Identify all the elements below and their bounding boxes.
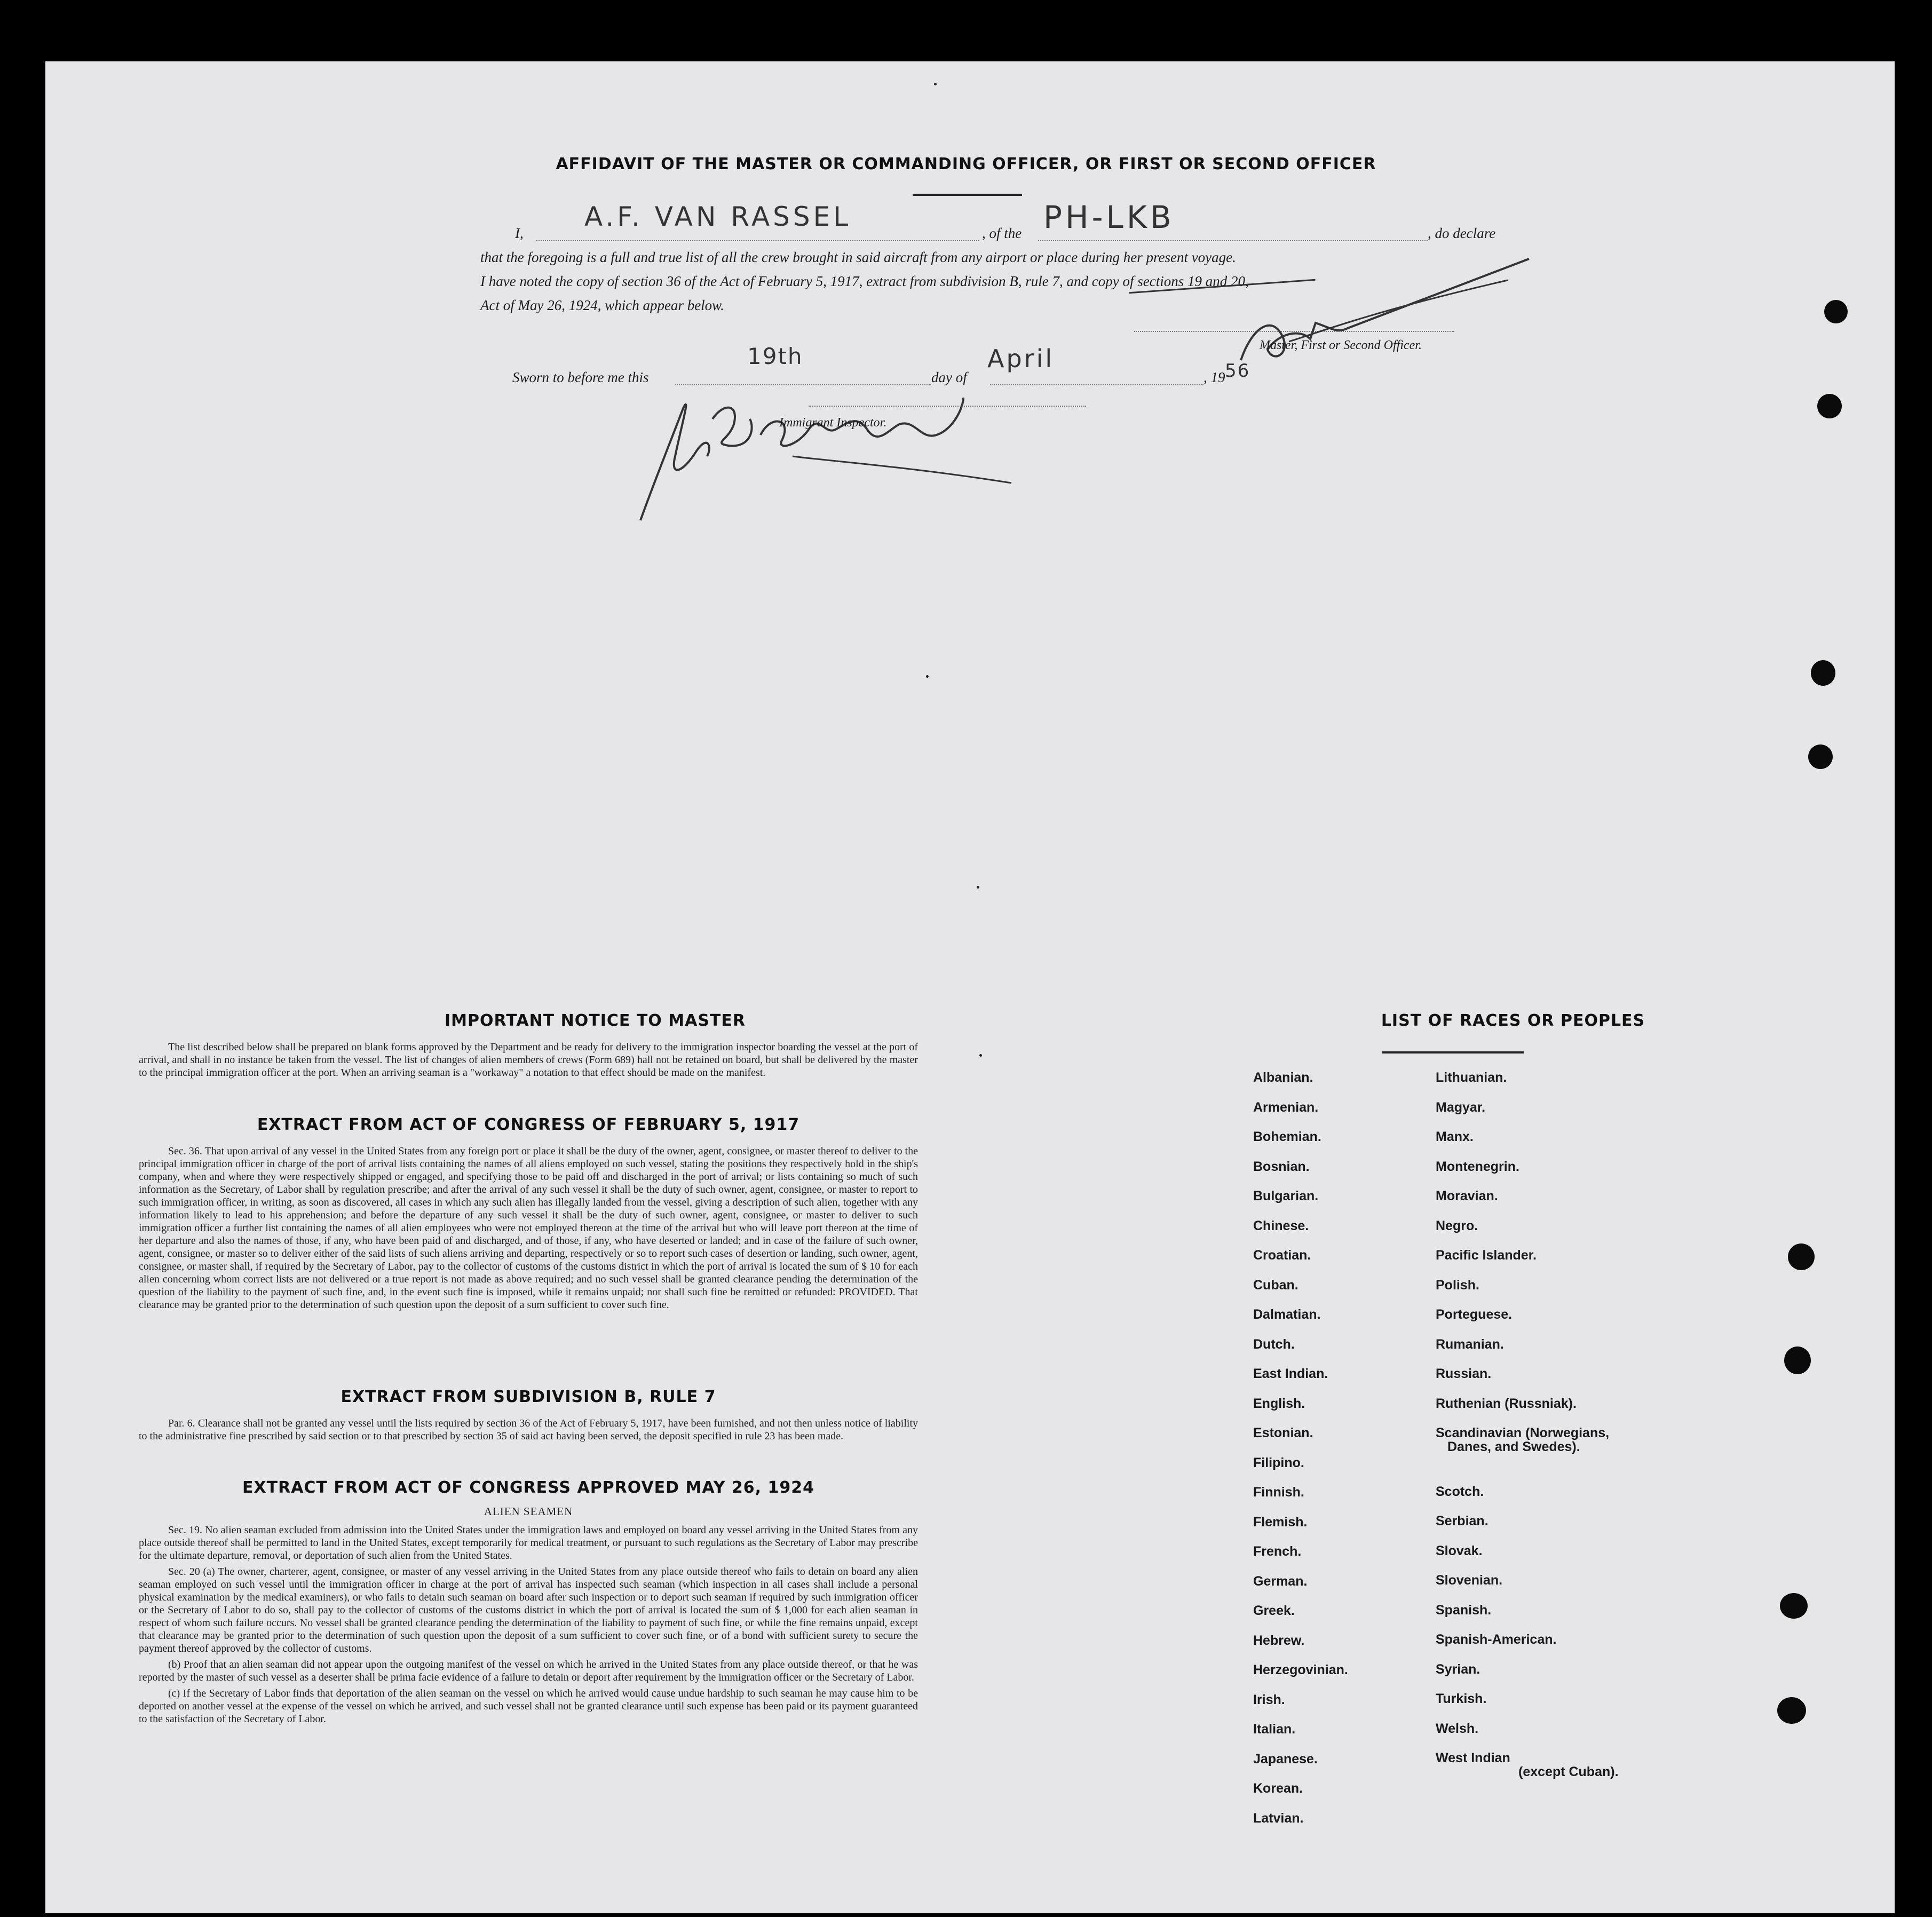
inspector-signature-line	[809, 406, 1086, 407]
race-item: Moravian.	[1436, 1189, 1498, 1203]
speck	[979, 1054, 982, 1057]
race-item: Herzegovinian.	[1253, 1662, 1348, 1677]
race-item: Turkish.	[1436, 1691, 1487, 1706]
punch-hole	[1824, 300, 1848, 323]
punch-hole	[1811, 660, 1835, 686]
race-item: Welsh.	[1436, 1721, 1479, 1736]
paragraph-6: Par. 6. Clearance shall not be granted any vessel until the lists required by section 36 of the Act of February 5, 1917, have been furnished, and not then unless notice of liability to the administrative fine prescribed by said section or to that prescribed by section 35 of said act having been served, the deposit specified in rule 23 has been made.	[139, 1417, 918, 1442]
race-item: Bohemian.	[1253, 1129, 1321, 1144]
races-title: LIST OF RACES OR PEOPLES	[1381, 1011, 1645, 1030]
master-signature	[1209, 248, 1556, 382]
affidavit-line-4: Act of May 26, 1924, which appear below.	[480, 297, 724, 313]
speck	[934, 83, 937, 85]
race-item: Slovak.	[1436, 1543, 1483, 1558]
punch-hole	[1788, 1243, 1815, 1270]
race-item: Syrian.	[1436, 1661, 1480, 1677]
race-item: Spanish.	[1436, 1602, 1492, 1618]
subdivision-b-title: EXTRACT FROM SUBDIVISION B, RULE 7	[341, 1388, 716, 1406]
punch-hole	[1808, 744, 1833, 769]
race-item: French.	[1253, 1544, 1302, 1559]
race-item: English.	[1253, 1396, 1305, 1411]
races-left-column	[1253, 1070, 1429, 1855]
extract-1917-title: EXTRACT FROM ACT OF CONGRESS OF FEBRUARY 5, 1917	[257, 1115, 800, 1134]
race-item: Scotch.	[1436, 1484, 1484, 1499]
sec-19-paragraph: Sec. 19. No alien seaman excluded from admission into the United States under the immigration laws and employed on board any vessel arriving in the United States from any place outside thereof shall be permitted to land in the United States, except temporarily for medical treatment, or pursuant to such regulations as the Secretary of Labor may prescribe for the ultimate departure, removal, or deportation of such alien from the United States.	[139, 1524, 918, 1562]
race-item: Ruthenian (Russniak).	[1436, 1396, 1577, 1411]
year-prefix: , 19	[1203, 369, 1225, 385]
race-item: Chinese.	[1253, 1218, 1309, 1233]
race-item: Japanese.	[1253, 1751, 1318, 1767]
race-item: Finnish.	[1253, 1485, 1304, 1500]
sec-20b-paragraph: (b) Proof that an alien seaman did not appear upon the outgoing manifest of the vessel on which he arrived in the United States from any place outside thereof, or that he was reported by the master of such vessel as a deserter shall be prima facie evidence of a failure to detain or deport after requirement by the immigration officer or the Secretary of Labor.	[139, 1659, 918, 1683]
extract-1917-text	[139, 1145, 918, 1314]
extract-1924-text	[139, 1524, 918, 1729]
affidavit-do-declare: , do declare	[1428, 225, 1496, 241]
race-item: Croatian.	[1253, 1248, 1311, 1263]
affidavit-i-label: I,	[515, 225, 524, 241]
race-item: Filipino.	[1253, 1455, 1304, 1470]
race-item: Scandinavian (Norwegians,	[1436, 1425, 1610, 1440]
inspector-caption: Immigrant Inspector.	[779, 416, 887, 430]
race-item: Bosnian.	[1253, 1159, 1310, 1174]
name-fill-line	[536, 240, 979, 241]
race-item: Negro.	[1436, 1218, 1478, 1233]
speck	[977, 886, 979, 889]
race-item: Polish.	[1436, 1277, 1479, 1293]
race-item: Spanish-American.	[1436, 1632, 1557, 1647]
races-title-rule	[1382, 1051, 1524, 1053]
race-item: Flemish.	[1253, 1514, 1308, 1530]
day-of-label: day of	[931, 369, 967, 385]
affidavit-title-rule	[913, 194, 1022, 196]
speck	[926, 675, 929, 678]
handwritten-year: 56	[1225, 360, 1250, 382]
punch-hole	[1784, 1346, 1811, 1374]
race-item: Latvian.	[1253, 1810, 1304, 1826]
race-item: Dalmatian.	[1253, 1307, 1321, 1322]
race-item: Cuban.	[1253, 1277, 1298, 1293]
race-item: Russian.	[1436, 1366, 1492, 1381]
race-item: Manx.	[1436, 1129, 1474, 1144]
affidavit-line-2: that the foregoing is a full and true list of all the crew brought in said aircraft from any airport or place during her present voyage.	[480, 249, 1236, 265]
race-item: Albanian.	[1253, 1070, 1313, 1085]
race-item: Greek.	[1253, 1603, 1295, 1618]
document-page	[45, 61, 1895, 1913]
handwritten-aircraft: PH-LKB	[1043, 199, 1175, 235]
handwritten-day: 19th	[747, 343, 803, 369]
affidavit-title: AFFIDAVIT OF THE MASTER OR COMMANDING OFFICER, OR FIRST OR SECOND OFFICER	[556, 155, 1376, 173]
race-item: East Indian.	[1253, 1366, 1328, 1381]
notice-paragraph: The list described below shall be prepared on blank forms approved by the Department and be ready for delivery to the immigration inspector boarding the vessel at the port of arrival, and shall in no instance be taken from the vessel. The list of changes of alien members of crews (Form 689) hall not be retained on board, but shall be delivered by the master to the principal immigration officer at the port. When an arriving seaman is a "workaway" a notation to that effect should be made on the manifest.	[139, 1041, 918, 1079]
extract-1924-title: EXTRACT FROM ACT OF CONGRESS APPROVED MAY 26, 1924	[242, 1478, 814, 1497]
punch-hole	[1780, 1593, 1808, 1619]
race-item: Lithuanian.	[1436, 1070, 1507, 1085]
aircraft-fill-line	[1038, 240, 1428, 241]
race-item: Magyar.	[1436, 1099, 1486, 1115]
punch-hole	[1817, 394, 1842, 418]
inspector-signature	[568, 350, 1049, 531]
notice-title: IMPORTANT NOTICE TO MASTER	[445, 1011, 746, 1030]
race-item: Rumanian.	[1436, 1336, 1504, 1352]
notice-text	[139, 1041, 918, 1082]
race-item: Bulgarian.	[1253, 1189, 1319, 1203]
handwritten-name: A.F. VAN RASSEL	[584, 201, 852, 232]
sec-20a-paragraph: Sec. 20 (a) The owner, charterer, agent, consignee, or master of any vessel arriving in the United States from any place outside thereof who fails to detain on board any alien seaman employed on such vessel until the immigration officer in charge at the port of arrival has inspected such seaman (which inspection in all cases shall include a personal physical examination by the medical examiners), or who fails to detain such seaman on board after such inspection or to deport such seaman if required by such immigration officer or the Secretary of Labor to do so, shall pay to the collector of customs of the customs district in which the port of arrival is located the sum of $ 1,000 for each alien seaman in respect of whom such failure occurs. No vessel shall be granted clearance pending the determination of the liability to payment of such fine, or while the fine remains unpaid, except that clearance may be granted prior to the determination of such question upon the deposit of a sum sufficient to cover such fine, or of a bond with sufficient surety to secure the payment thereof approved by the collector of customs.	[139, 1566, 918, 1654]
master-caption: Master, First or Second Officer.	[1260, 338, 1422, 352]
affidavit-of-the-label: , of the	[982, 225, 1022, 241]
race-item: (except Cuban).	[1518, 1764, 1619, 1779]
race-item: Montenegrin.	[1436, 1159, 1519, 1174]
race-item: Pacific Islander.	[1436, 1248, 1537, 1263]
race-item: Hebrew.	[1253, 1633, 1305, 1648]
race-item: Danes, and Swedes).	[1447, 1439, 1580, 1454]
section-36-paragraph: Sec. 36. That upon arrival of any vessel in the United States from any foreign port or place it shall be the duty of the owner, agent, consignee, or master thereof to deliver to the principal immigration officer in charge of the port of arrival lists containing the names of all aliens employed on such vessel, stating the positions they respectively hold in the ship's company, when and where they were respectively shipped or engaged, and specifying those to be paid off and discharged in the port of arrival; or lists containing so much of such information as the Secretary, of Labor shall by regulation prescribe; and after the arrival of any such vessel it shall be the duty of such owner, agent, consignee, or master to report to such immigration officer, in writing, as soon as discovered, all cases in which any such alien has illegally landed from the vessel, giving a description of such alien, together with any information likely to lead to his apprehension; and before the departure of any such vessel it shall be the duty of such owner, agent, consignee, or master to deliver to such immigration officer a further list containing the names of all alien employees who were not employed thereon at the time of the arrival but who will leave port thereon at the time of her departure and also the names of those, if any, who have been paid of and discharged, and of those, if any, who have deserted or landed; and in case of the failure of such owner, agent, consignee, or master so to deliver either of the said lists of such aliens arriving and departing, respectively or so to report such cases of desertion or landing, such owner, agent, consignee, or master shall, if required by the Secretary of Labor, pay to the collector of customs of the customs district in which the port of arrival is located the sum of $ 10 for each alien concerning whom correct lists are not delivered or a true report is not made as above required; and no such vessel shall be granted clearance pending the determination of the question of the liability to the payment of such fine, and, in the event such fine is imposed, while it remains unpaid; nor shall such fine be remitted or refunded: PROVIDED. That clearance may be granted prior to the determination of such question upon the deposit of a sum sufficient to cover such fine.	[139, 1145, 918, 1311]
race-item: Serbian.	[1436, 1514, 1488, 1528]
race-item: Dutch.	[1253, 1336, 1295, 1352]
race-item: German.	[1253, 1573, 1308, 1589]
subdivision-b-text	[139, 1417, 918, 1446]
race-item: Armenian.	[1253, 1099, 1319, 1115]
handwritten-month: April	[987, 344, 1055, 373]
race-item: Slovenian.	[1436, 1573, 1503, 1588]
races-right-column	[1436, 1070, 1660, 1855]
sec-20c-paragraph: (c) If the Secretary of Labor finds that deportation of the alien seaman on the vessel on which he arrived would cause undue hardship to such seaman he may cause him to be deported on another vessel at the expense of the vessel on which he arrived, and such vessel shall not be granted clearance until such expense has been paid or its payment guaranteed to the satisfaction of the Secretary of Labor.	[139, 1688, 918, 1725]
race-item: Porteguese.	[1436, 1307, 1513, 1322]
race-item: Italian.	[1253, 1722, 1296, 1737]
race-item: Estonian.	[1253, 1425, 1313, 1440]
alien-seamen-subtitle: ALIEN SEAMEN	[484, 1505, 573, 1518]
punch-hole	[1777, 1697, 1806, 1724]
race-item: Irish.	[1253, 1692, 1285, 1707]
race-item: Korean.	[1253, 1781, 1303, 1796]
sworn-label: Sworn to before me this	[512, 369, 649, 385]
race-item: West Indian	[1436, 1750, 1510, 1765]
affidavit-line-3: I have noted the copy of section 36 of the Act of February 5, 1917, extract from subdivision B, rule 7, and copy of sections 19 and 20,	[480, 273, 1249, 289]
